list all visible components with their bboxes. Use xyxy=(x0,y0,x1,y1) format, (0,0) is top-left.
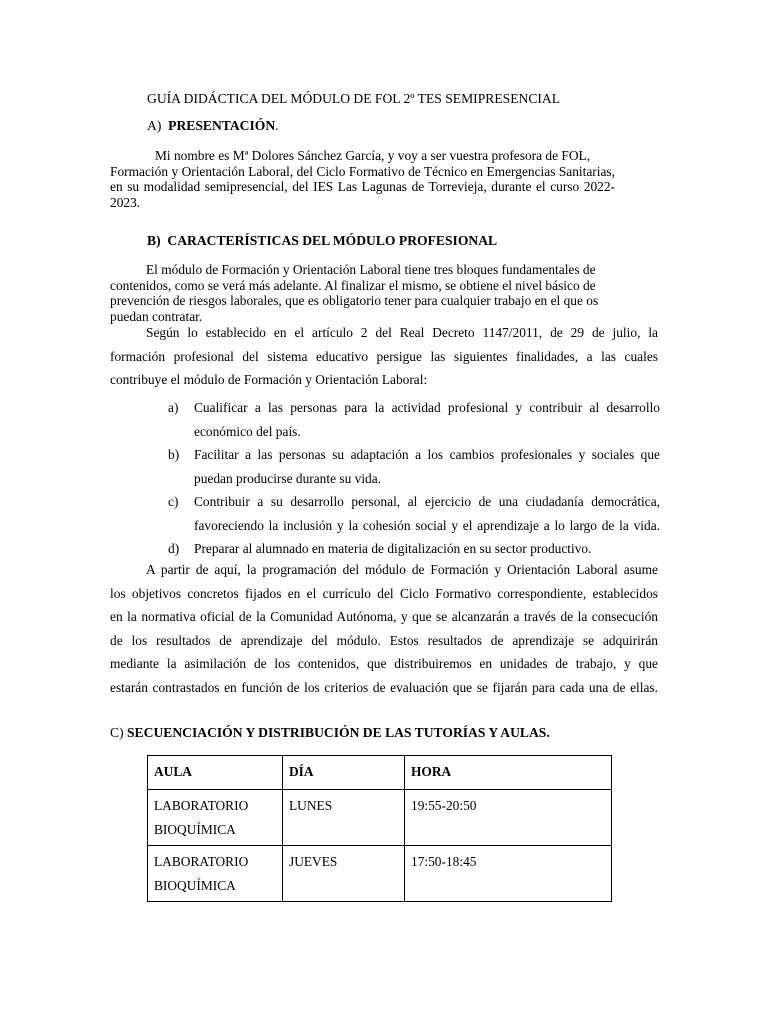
section-b-title: CARACTERÍSTICAS DEL MÓDULO PROFESIONAL xyxy=(167,233,498,248)
list-item-line: Cualificar a las personas para la actividad profesional y contribuir al desarrollo xyxy=(194,400,660,415)
programacion-paragraph xyxy=(110,558,658,699)
intro-line: prevención de riesgos laborales, que es obligatorio tener para cualquier trabajo en el que os xyxy=(110,293,599,308)
cell-hora: 17:50-18:45 xyxy=(405,846,612,902)
table-header-row xyxy=(148,756,612,790)
list-marker: a) xyxy=(168,400,179,415)
programacion-line: de los resultados de aprendizaje del módulo. Estos resultados de aprendizaje se adquirirán xyxy=(110,632,658,648)
cell-aula xyxy=(148,846,283,902)
presentation-line: Formación y Orientación Laboral, del Ciclo Formativo de Técnico en Emergencias Sanitarias, xyxy=(110,163,615,179)
list-item-line: Preparar al alumnado en materia de digitalización en su sector productivo. xyxy=(194,541,592,556)
presentation-line: 2023. xyxy=(110,194,141,210)
list-item-line: económico del país. xyxy=(194,423,301,439)
list-item xyxy=(168,396,660,443)
cell-aula-line: BIOQUÍMICA xyxy=(154,877,236,893)
section-c-marker: C) xyxy=(110,725,124,740)
section-b-marker: B) xyxy=(147,233,161,248)
presentation-paragraph xyxy=(110,148,615,210)
cell-aula-line: LABORATORIO xyxy=(154,854,249,869)
column-header-aula: AULA xyxy=(148,756,283,790)
intro-line: puedan contratar. xyxy=(110,308,203,324)
presentation-line: Mi nombre es Mª Dolores Sánchez García, y voy a ser vuestra profesora de FOL, xyxy=(155,148,591,163)
real-decreto-line: formación profesional del sistema educativo persigue las siguientes finalidades, a las cuales xyxy=(110,348,658,364)
list-marker: c) xyxy=(168,494,179,509)
programacion-line: A partir de aquí, la programación del módulo de Formación y Orientación Laboral asume xyxy=(146,562,658,577)
section-a-heading xyxy=(147,118,279,134)
cell-aula-line: LABORATORIO xyxy=(154,798,249,813)
section-a-title: PRESENTACIÓN xyxy=(168,118,276,133)
cell-aula xyxy=(148,790,283,846)
section-b-heading xyxy=(147,233,497,249)
cell-dia: JUEVES xyxy=(283,846,405,902)
programacion-line: estarán contrastados en función de los criterios de evaluación que se fijarán para cada una de ellas. xyxy=(110,679,658,695)
list-item-line: Facilitar a las personas su adaptación a los cambios profesionales y sociales que xyxy=(194,447,660,462)
real-decreto-line: contribuye el módulo de Formación y Orientación Laboral: xyxy=(110,372,428,387)
programacion-line: en la normativa oficial de la Comunidad Autónoma, y que se alcanzarán a través de la consecución xyxy=(110,609,658,624)
column-header-dia: DÍA xyxy=(283,756,405,790)
programacion-line: mediante la asimilación de los contenidos, que distribuiremos en unidades de trabajo, y que xyxy=(110,656,658,671)
list-item xyxy=(168,490,660,537)
cell-aula-line: BIOQUÍMICA xyxy=(154,821,236,837)
schedule-table xyxy=(147,755,612,902)
list-item-line: favoreciendo la inclusión y la cohesión social y el aprendizaje a lo largo de la vida. xyxy=(194,517,660,533)
real-decreto-paragraph xyxy=(110,321,658,392)
list-marker: b) xyxy=(168,447,180,462)
column-header-hora: HORA xyxy=(405,756,612,790)
list-item xyxy=(168,537,660,561)
list-marker: d) xyxy=(168,541,180,556)
presentation-line: en su modalidad semipresencial, del IES Las Lagunas de Torrevieja, durante el curso 2022- xyxy=(110,179,615,194)
table-row xyxy=(148,790,612,846)
list-item-line: puedan producirse durante su vida. xyxy=(194,470,382,486)
section-c-title: SECUENCIACIÓN Y DISTRIBUCIÓN DE LAS TUTORÍAS Y AULAS. xyxy=(127,725,550,740)
table-row xyxy=(148,846,612,902)
intro-line: El módulo de Formación y Orientación Laboral tiene tres bloques fundamentales de xyxy=(146,262,596,277)
intro-paragraph xyxy=(110,262,625,324)
programacion-line: los objetivos concretos fijados en el currículo del Ciclo Formativo correspondiente, establecidos xyxy=(110,585,658,601)
list-item-line: Contribuir a su desarrollo personal, al ejercicio de una ciudadanía democrática, xyxy=(194,494,660,509)
section-c-heading xyxy=(110,725,550,741)
goals-list xyxy=(168,396,660,561)
document-title: GUÍA DIDÁCTICA DEL MÓDULO DE FOL 2º TES SEMIPRESENCIAL xyxy=(147,91,561,106)
real-decreto-line: Según lo establecido en el artículo 2 del Real Decreto 1147/2011, de 29 de julio, la xyxy=(146,325,658,340)
section-a-marker: A) xyxy=(147,118,162,133)
cell-hora: 19:55-20:50 xyxy=(405,790,612,846)
cell-dia: LUNES xyxy=(283,790,405,846)
list-item xyxy=(168,443,660,490)
intro-line: contenidos, como se verá más adelante. Al finalizar el mismo, se obtiene el nivel básico de xyxy=(110,277,596,293)
section-a-suffix: . xyxy=(275,118,279,133)
